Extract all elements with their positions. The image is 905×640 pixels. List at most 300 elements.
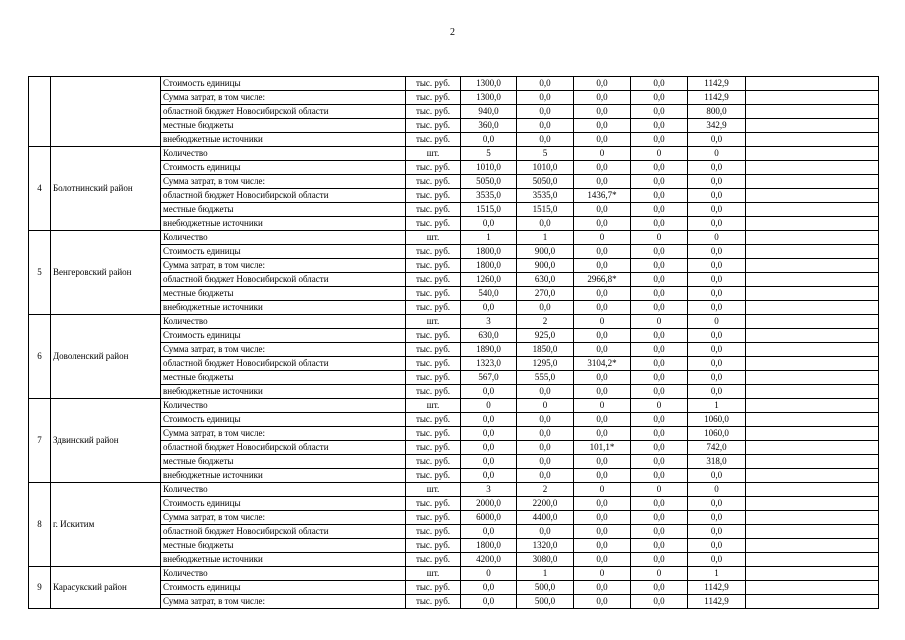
value-cell: 555,0 <box>517 371 574 385</box>
value-cell: 630,0 <box>517 273 574 287</box>
value-cell: 500,0 <box>517 595 574 609</box>
value-cell: 0,0 <box>688 217 746 231</box>
indicator-name-cell: Сумма затрат, в том числе: <box>161 175 406 189</box>
value-cell: 2966,8* <box>574 273 631 287</box>
value-cell: 0,0 <box>631 287 688 301</box>
value-cell: 1010,0 <box>461 161 517 175</box>
value-cell: 0,0 <box>574 595 631 609</box>
unit-cell: тыс. руб. <box>406 77 461 91</box>
value-cell: 3 <box>461 483 517 497</box>
indicator-name-cell: местные бюджеты <box>161 119 406 133</box>
value-cell: 0 <box>631 567 688 581</box>
unit-cell: тыс. руб. <box>406 329 461 343</box>
unit-cell: тыс. руб. <box>406 539 461 553</box>
value-cell: 0,0 <box>574 119 631 133</box>
value-cell: 0,0 <box>631 245 688 259</box>
indicator-name-cell: местные бюджеты <box>161 203 406 217</box>
value-cell: 1060,0 <box>688 427 746 441</box>
unit-cell: тыс. руб. <box>406 413 461 427</box>
value-cell: 0,0 <box>688 343 746 357</box>
unit-cell: тыс. руб. <box>406 357 461 371</box>
indicator-name-cell: областной бюджет Новосибирской области <box>161 105 406 119</box>
value-cell: 0,0 <box>517 77 574 91</box>
indicator-name-cell: внебюджетные источники <box>161 553 406 567</box>
value-cell: 0,0 <box>574 203 631 217</box>
row-number-cell: 9 <box>29 567 51 609</box>
value-cell: 2 <box>517 483 574 497</box>
empty-note-cell <box>746 245 879 259</box>
indicator-name-cell: Сумма затрат, в том числе: <box>161 343 406 357</box>
value-cell: 567,0 <box>461 371 517 385</box>
value-cell: 0,0 <box>461 581 517 595</box>
empty-note-cell <box>746 217 879 231</box>
value-cell: 0 <box>574 231 631 245</box>
unit-cell: тыс. руб. <box>406 119 461 133</box>
value-cell: 1320,0 <box>517 539 574 553</box>
value-cell: 0,0 <box>574 455 631 469</box>
value-cell: 0,0 <box>574 91 631 105</box>
value-cell: 0,0 <box>461 525 517 539</box>
unit-cell: тыс. руб. <box>406 161 461 175</box>
empty-note-cell <box>746 441 879 455</box>
value-cell: 0,0 <box>688 329 746 343</box>
value-cell: 0,0 <box>688 553 746 567</box>
value-cell: 0,0 <box>574 553 631 567</box>
value-cell: 0,0 <box>688 189 746 203</box>
empty-note-cell <box>746 105 879 119</box>
value-cell: 0,0 <box>688 287 746 301</box>
indicator-name-cell: Стоимость единицы <box>161 581 406 595</box>
empty-note-cell <box>746 427 879 441</box>
empty-note-cell <box>746 133 879 147</box>
value-cell: 0,0 <box>688 203 746 217</box>
value-cell: 5050,0 <box>517 175 574 189</box>
value-cell: 0,0 <box>631 119 688 133</box>
value-cell: 1260,0 <box>461 273 517 287</box>
value-cell: 0,0 <box>574 343 631 357</box>
empty-note-cell <box>746 175 879 189</box>
table-row <box>29 77 879 91</box>
value-cell: 0 <box>574 399 631 413</box>
value-cell: 3104,2* <box>574 357 631 371</box>
unit-cell: тыс. руб. <box>406 287 461 301</box>
value-cell: 0,0 <box>574 175 631 189</box>
value-cell: 900,0 <box>517 259 574 273</box>
value-cell: 1800,0 <box>461 259 517 273</box>
value-cell: 0,0 <box>461 455 517 469</box>
value-cell: 0 <box>631 399 688 413</box>
indicator-name-cell: Стоимость единицы <box>161 245 406 259</box>
empty-note-cell <box>746 203 879 217</box>
unit-cell: тыс. руб. <box>406 371 461 385</box>
indicator-name-cell: внебюджетные источники <box>161 469 406 483</box>
value-cell: 0,0 <box>631 497 688 511</box>
value-cell: 0,0 <box>574 511 631 525</box>
value-cell: 0,0 <box>517 133 574 147</box>
value-cell: 0,0 <box>688 175 746 189</box>
table-row <box>29 483 879 497</box>
value-cell: 0 <box>631 315 688 329</box>
value-cell: 4400,0 <box>517 511 574 525</box>
empty-note-cell <box>746 567 879 581</box>
value-cell: 1295,0 <box>517 357 574 371</box>
value-cell: 1060,0 <box>688 413 746 427</box>
value-cell: 0,0 <box>688 273 746 287</box>
value-cell: 0,0 <box>631 175 688 189</box>
value-cell: 0,0 <box>574 469 631 483</box>
district-cell: Карасукский район <box>51 567 161 609</box>
empty-note-cell <box>746 469 879 483</box>
district-cell <box>51 77 161 147</box>
value-cell: 0,0 <box>461 427 517 441</box>
unit-cell: тыс. руб. <box>406 301 461 315</box>
unit-cell: тыс. руб. <box>406 553 461 567</box>
value-cell: 1436,7* <box>574 189 631 203</box>
value-cell: 0 <box>517 399 574 413</box>
value-cell: 0,0 <box>631 161 688 175</box>
row-number-cell: 6 <box>29 315 51 399</box>
indicator-name-cell: областной бюджет Новосибирской области <box>161 441 406 455</box>
unit-cell: тыс. руб. <box>406 133 461 147</box>
value-cell: 0,0 <box>574 217 631 231</box>
empty-note-cell <box>746 77 879 91</box>
value-cell: 0,0 <box>631 413 688 427</box>
value-cell: 1515,0 <box>517 203 574 217</box>
value-cell: 0,0 <box>631 217 688 231</box>
value-cell: 0,0 <box>461 469 517 483</box>
value-cell: 0,0 <box>688 469 746 483</box>
empty-note-cell <box>746 273 879 287</box>
value-cell: 0,0 <box>688 259 746 273</box>
indicator-name-cell: внебюджетные источники <box>161 133 406 147</box>
indicator-name-cell: Стоимость единицы <box>161 77 406 91</box>
value-cell: 3535,0 <box>517 189 574 203</box>
table-row <box>29 399 879 413</box>
empty-note-cell <box>746 497 879 511</box>
empty-note-cell <box>746 231 879 245</box>
value-cell: 0,0 <box>517 427 574 441</box>
row-number-cell <box>29 77 51 147</box>
value-cell: 0,0 <box>574 539 631 553</box>
value-cell: 0,0 <box>574 77 631 91</box>
value-cell: 0,0 <box>631 595 688 609</box>
value-cell: 1142,9 <box>688 91 746 105</box>
row-number-cell: 5 <box>29 231 51 315</box>
indicator-name-cell: Стоимость единицы <box>161 161 406 175</box>
indicator-name-cell: местные бюджеты <box>161 371 406 385</box>
value-cell: 1 <box>517 567 574 581</box>
value-cell: 0,0 <box>461 595 517 609</box>
value-cell: 0,0 <box>517 455 574 469</box>
value-cell: 0,0 <box>631 427 688 441</box>
indicator-name-cell: внебюджетные источники <box>161 385 406 399</box>
value-cell: 0,0 <box>688 539 746 553</box>
value-cell: 1 <box>688 399 746 413</box>
value-cell: 0,0 <box>517 441 574 455</box>
empty-note-cell <box>746 539 879 553</box>
value-cell: 0,0 <box>461 441 517 455</box>
indicator-name-cell: Стоимость единицы <box>161 497 406 511</box>
unit-cell: тыс. руб. <box>406 189 461 203</box>
indicator-name-cell: внебюджетные источники <box>161 217 406 231</box>
value-cell: 742,0 <box>688 441 746 455</box>
value-cell: 0,0 <box>574 287 631 301</box>
value-cell: 0,0 <box>688 301 746 315</box>
indicator-name-cell: Стоимость единицы <box>161 329 406 343</box>
value-cell: 0,0 <box>688 525 746 539</box>
value-cell: 0,0 <box>574 133 631 147</box>
value-cell: 0,0 <box>631 329 688 343</box>
value-cell: 1142,9 <box>688 581 746 595</box>
table-row <box>29 315 879 329</box>
unit-cell: тыс. руб. <box>406 497 461 511</box>
unit-cell: тыс. руб. <box>406 217 461 231</box>
value-cell: 0,0 <box>517 525 574 539</box>
value-cell: 0,0 <box>631 259 688 273</box>
value-cell: 0,0 <box>517 413 574 427</box>
indicator-name-cell: местные бюджеты <box>161 287 406 301</box>
unit-cell: тыс. руб. <box>406 273 461 287</box>
value-cell: 2000,0 <box>461 497 517 511</box>
empty-note-cell <box>746 189 879 203</box>
value-cell: 0,0 <box>631 469 688 483</box>
value-cell: 1142,9 <box>688 77 746 91</box>
value-cell: 6000,0 <box>461 511 517 525</box>
indicator-name-cell: местные бюджеты <box>161 539 406 553</box>
value-cell: 0,0 <box>688 497 746 511</box>
value-cell: 0 <box>574 567 631 581</box>
value-cell: 630,0 <box>461 329 517 343</box>
value-cell: 0,0 <box>574 329 631 343</box>
district-cell: Здвинский район <box>51 399 161 483</box>
value-cell: 5 <box>517 147 574 161</box>
unit-cell: тыс. руб. <box>406 91 461 105</box>
value-cell: 1890,0 <box>461 343 517 357</box>
unit-cell: шт. <box>406 147 461 161</box>
empty-note-cell <box>746 91 879 105</box>
unit-cell: тыс. руб. <box>406 595 461 609</box>
row-number-cell: 4 <box>29 147 51 231</box>
value-cell: 1142,9 <box>688 595 746 609</box>
value-cell: 900,0 <box>517 245 574 259</box>
value-cell: 0 <box>631 231 688 245</box>
value-cell: 0,0 <box>574 385 631 399</box>
empty-note-cell <box>746 119 879 133</box>
empty-note-cell <box>746 371 879 385</box>
value-cell: 1 <box>461 231 517 245</box>
value-cell: 1300,0 <box>461 77 517 91</box>
value-cell: 2 <box>517 315 574 329</box>
value-cell: 0,0 <box>574 105 631 119</box>
value-cell: 270,0 <box>517 287 574 301</box>
unit-cell: тыс. руб. <box>406 385 461 399</box>
empty-note-cell <box>746 287 879 301</box>
district-cell: Доволенский район <box>51 315 161 399</box>
indicator-name-cell: Сумма затрат, в том числе: <box>161 259 406 273</box>
empty-note-cell <box>746 483 879 497</box>
value-cell: 0,0 <box>461 301 517 315</box>
empty-note-cell <box>746 315 879 329</box>
empty-note-cell <box>746 161 879 175</box>
unit-cell: тыс. руб. <box>406 175 461 189</box>
value-cell: 0,0 <box>517 301 574 315</box>
table-row <box>29 231 879 245</box>
value-cell: 101,1* <box>574 441 631 455</box>
budget-table <box>28 76 879 609</box>
value-cell: 0,0 <box>688 385 746 399</box>
value-cell: 940,0 <box>461 105 517 119</box>
unit-cell: тыс. руб. <box>406 441 461 455</box>
value-cell: 0,0 <box>631 301 688 315</box>
value-cell: 0,0 <box>688 133 746 147</box>
value-cell: 0,0 <box>574 413 631 427</box>
table-row <box>29 147 879 161</box>
value-cell: 0,0 <box>631 77 688 91</box>
indicator-name-cell: Сумма затрат, в том числе: <box>161 427 406 441</box>
value-cell: 0,0 <box>631 371 688 385</box>
unit-cell: шт. <box>406 315 461 329</box>
value-cell: 2200,0 <box>517 497 574 511</box>
value-cell: 1300,0 <box>461 91 517 105</box>
value-cell: 0,0 <box>574 525 631 539</box>
value-cell: 0,0 <box>631 511 688 525</box>
unit-cell: тыс. руб. <box>406 469 461 483</box>
district-cell: Болотнинский район <box>51 147 161 231</box>
value-cell: 5050,0 <box>461 175 517 189</box>
indicator-name-cell: Сумма затрат, в том числе: <box>161 91 406 105</box>
empty-note-cell <box>746 553 879 567</box>
value-cell: 0,0 <box>631 203 688 217</box>
value-cell: 0,0 <box>574 161 631 175</box>
empty-note-cell <box>746 385 879 399</box>
value-cell: 1850,0 <box>517 343 574 357</box>
value-cell: 0,0 <box>688 371 746 385</box>
value-cell: 0 <box>688 231 746 245</box>
value-cell: 0,0 <box>461 413 517 427</box>
district-cell: Венгеровский район <box>51 231 161 315</box>
unit-cell: тыс. руб. <box>406 343 461 357</box>
unit-cell: шт. <box>406 399 461 413</box>
indicator-name-cell: Сумма затрат, в том числе: <box>161 595 406 609</box>
value-cell: 0,0 <box>631 357 688 371</box>
unit-cell: тыс. руб. <box>406 105 461 119</box>
empty-note-cell <box>746 301 879 315</box>
value-cell: 0,0 <box>631 105 688 119</box>
value-cell: 4200,0 <box>461 553 517 567</box>
district-cell: г. Искитим <box>51 483 161 567</box>
value-cell: 0,0 <box>574 371 631 385</box>
value-cell: 0 <box>574 147 631 161</box>
value-cell: 800,0 <box>688 105 746 119</box>
value-cell: 0,0 <box>461 133 517 147</box>
indicator-name-cell: Количество <box>161 567 406 581</box>
value-cell: 0,0 <box>631 189 688 203</box>
value-cell: 0,0 <box>631 581 688 595</box>
value-cell: 0,0 <box>631 455 688 469</box>
indicator-name-cell: областной бюджет Новосибирской области <box>161 357 406 371</box>
value-cell: 0 <box>461 567 517 581</box>
value-cell: 0,0 <box>574 259 631 273</box>
empty-note-cell <box>746 581 879 595</box>
indicator-name-cell: областной бюджет Новосибирской области <box>161 189 406 203</box>
value-cell: 0,0 <box>631 91 688 105</box>
table-body <box>29 77 879 609</box>
indicator-name-cell: областной бюджет Новосибирской области <box>161 273 406 287</box>
value-cell: 1800,0 <box>461 245 517 259</box>
value-cell: 0 <box>574 315 631 329</box>
value-cell: 0,0 <box>631 539 688 553</box>
value-cell: 0,0 <box>631 273 688 287</box>
value-cell: 0,0 <box>517 385 574 399</box>
value-cell: 1 <box>688 567 746 581</box>
value-cell: 1010,0 <box>517 161 574 175</box>
value-cell: 500,0 <box>517 581 574 595</box>
unit-cell: тыс. руб. <box>406 525 461 539</box>
value-cell: 3 <box>461 315 517 329</box>
unit-cell: шт. <box>406 567 461 581</box>
unit-cell: тыс. руб. <box>406 259 461 273</box>
value-cell: 0 <box>688 315 746 329</box>
value-cell: 0 <box>574 483 631 497</box>
value-cell: 1800,0 <box>461 539 517 553</box>
indicator-name-cell: внебюджетные источники <box>161 301 406 315</box>
empty-note-cell <box>746 343 879 357</box>
value-cell: 3535,0 <box>461 189 517 203</box>
value-cell: 360,0 <box>461 119 517 133</box>
unit-cell: тыс. руб. <box>406 245 461 259</box>
value-cell: 0,0 <box>688 161 746 175</box>
value-cell: 0,0 <box>574 427 631 441</box>
indicator-name-cell: Количество <box>161 483 406 497</box>
value-cell: 0,0 <box>574 301 631 315</box>
value-cell: 0,0 <box>517 217 574 231</box>
unit-cell: шт. <box>406 231 461 245</box>
value-cell: 0,0 <box>574 245 631 259</box>
value-cell: 0,0 <box>688 245 746 259</box>
indicator-name-cell: местные бюджеты <box>161 455 406 469</box>
value-cell: 0,0 <box>631 525 688 539</box>
value-cell: 0,0 <box>517 469 574 483</box>
value-cell: 318,0 <box>688 455 746 469</box>
unit-cell: тыс. руб. <box>406 455 461 469</box>
value-cell: 1 <box>517 231 574 245</box>
value-cell: 342,9 <box>688 119 746 133</box>
indicator-name-cell: Стоимость единицы <box>161 413 406 427</box>
empty-note-cell <box>746 595 879 609</box>
unit-cell: тыс. руб. <box>406 581 461 595</box>
value-cell: 0,0 <box>574 497 631 511</box>
indicator-name-cell: Сумма затрат, в том числе: <box>161 511 406 525</box>
unit-cell: шт. <box>406 483 461 497</box>
unit-cell: тыс. руб. <box>406 511 461 525</box>
value-cell: 0,0 <box>631 441 688 455</box>
value-cell: 0,0 <box>688 511 746 525</box>
empty-note-cell <box>746 525 879 539</box>
value-cell: 1515,0 <box>461 203 517 217</box>
value-cell: 540,0 <box>461 287 517 301</box>
indicator-name-cell: Количество <box>161 231 406 245</box>
value-cell: 0,0 <box>688 357 746 371</box>
indicator-name-cell: Количество <box>161 147 406 161</box>
value-cell: 0,0 <box>574 581 631 595</box>
page-number: 2 <box>450 27 455 38</box>
indicator-name-cell: Количество <box>161 399 406 413</box>
empty-note-cell <box>746 399 879 413</box>
row-number-cell: 8 <box>29 483 51 567</box>
value-cell: 3080,0 <box>517 553 574 567</box>
value-cell: 0,0 <box>517 91 574 105</box>
value-cell: 0,0 <box>461 217 517 231</box>
